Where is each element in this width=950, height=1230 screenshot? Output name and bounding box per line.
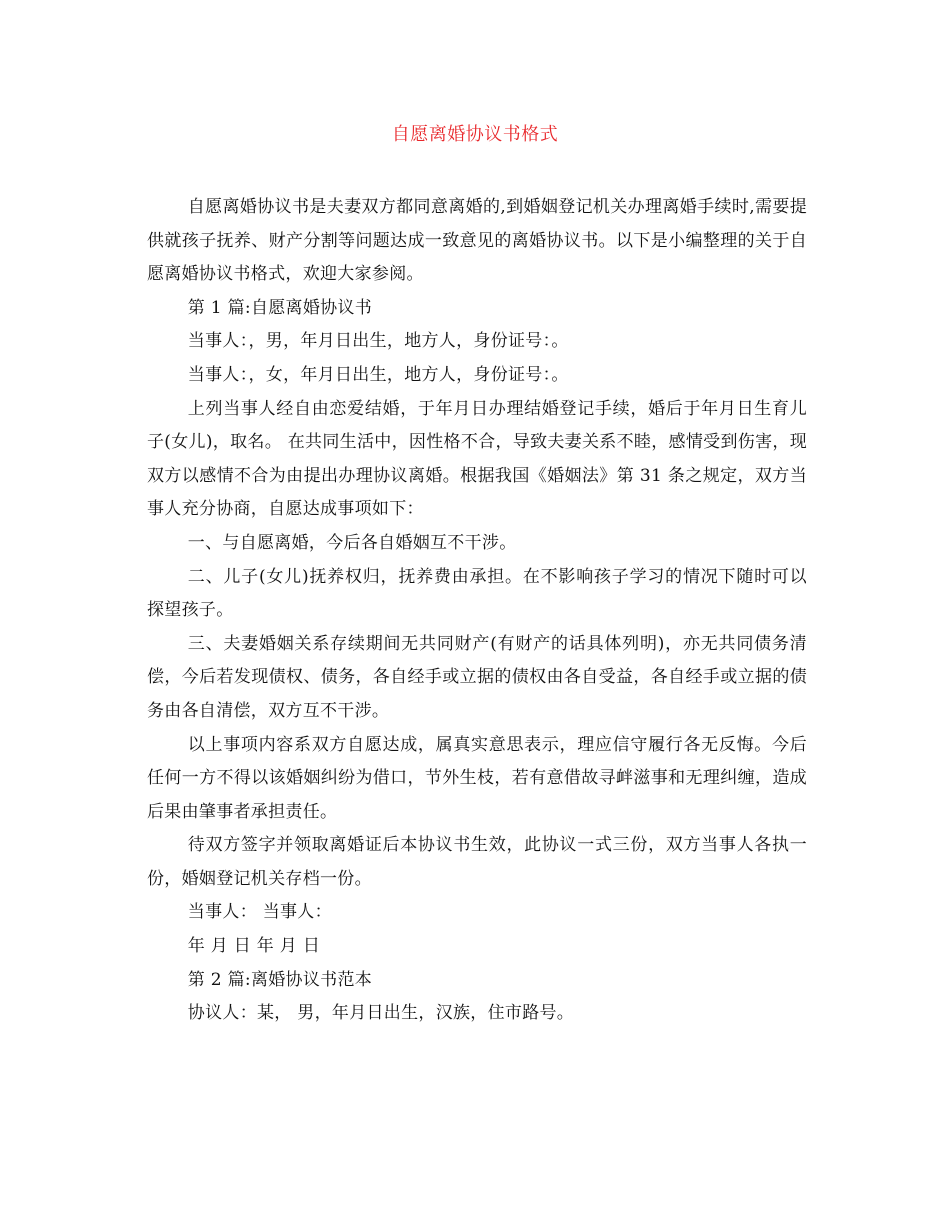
date-line: 年 月 日 年 月 日 [187,936,321,957]
clause-2: 二、儿子(女儿)抚养权归，抚养费由承担。在不影响孩子学习的情况下随时可以探望孩子。 [147,566,807,621]
section-heading-2: 第 2 篇:离婚协议书范本 [187,969,373,990]
agreement-party-line: 协议人：某， 男，年月日出生，汉族，住市路号。 [187,1003,575,1024]
signature-line: 当事人： 当事人： [187,902,332,923]
section-heading-1: 第 1 篇:自愿离婚协议书 [187,297,373,318]
declaration-paragraph: 以上事项内容系双方自愿达成，属真实意思表示，理应信守履行各无反悔。今后任何一方不得以该婚姻纠纷为借口，节外生枝，若有意借故寻衅滋事和无理纠缠，造成后果由肇事者承担责任。 [147,734,807,822]
document-body [147,191,807,1031]
party-line-female: 当事人：，女，年月日出生，地方人，身份证号：。 [187,364,569,385]
clause-3: 三、夫妻婚姻关系存续期间无共同财产(有财产的话具体列明)，亦无共同债务清偿，今后若发现债权、债务，各自经手或立据的债权由各自受益，各自经手或立据的债务由各自清偿，双方互不干涉。 [147,633,807,721]
effective-clause: 待双方签字并领取离婚证后本协议书生效，此协议一式三份，双方当事人各执一份，婚姻登记机关存档一份。 [147,835,807,889]
clause-1: 一、与自愿离婚，今后各自婚姻互不干涉。 [187,532,517,553]
document-title: 自愿离婚协议书格式 [391,124,559,145]
marriage-background-paragraph: 上列当事人经自由恋爱结婚，于年月日办理结婚登记手续，婚后于年月日生育儿子(女儿)，取名。 在共同生活中，因性格不合，导致夫妻关系不睦，感情受到伤害，现双方以感情不合为由提出办理协议离婚。根据我国《婚姻法》第 31 条之规定，双方当事人充分协商，自愿达成事项如下： [147,398,807,520]
party-line-male: 当事人：，男，年月日出生，地方人，身份证号：。 [187,331,569,352]
intro-paragraph: 自愿离婚协议书是夫妻双方都同意离婚的,到婚姻登记机关办理离婚手续时,需要提供就孩子抚养、财产分割等问题达成一致意见的离婚协议书。以下是小编整理的关于自愿离婚协议书格式，欢迎大家参阅。 [147,197,807,285]
